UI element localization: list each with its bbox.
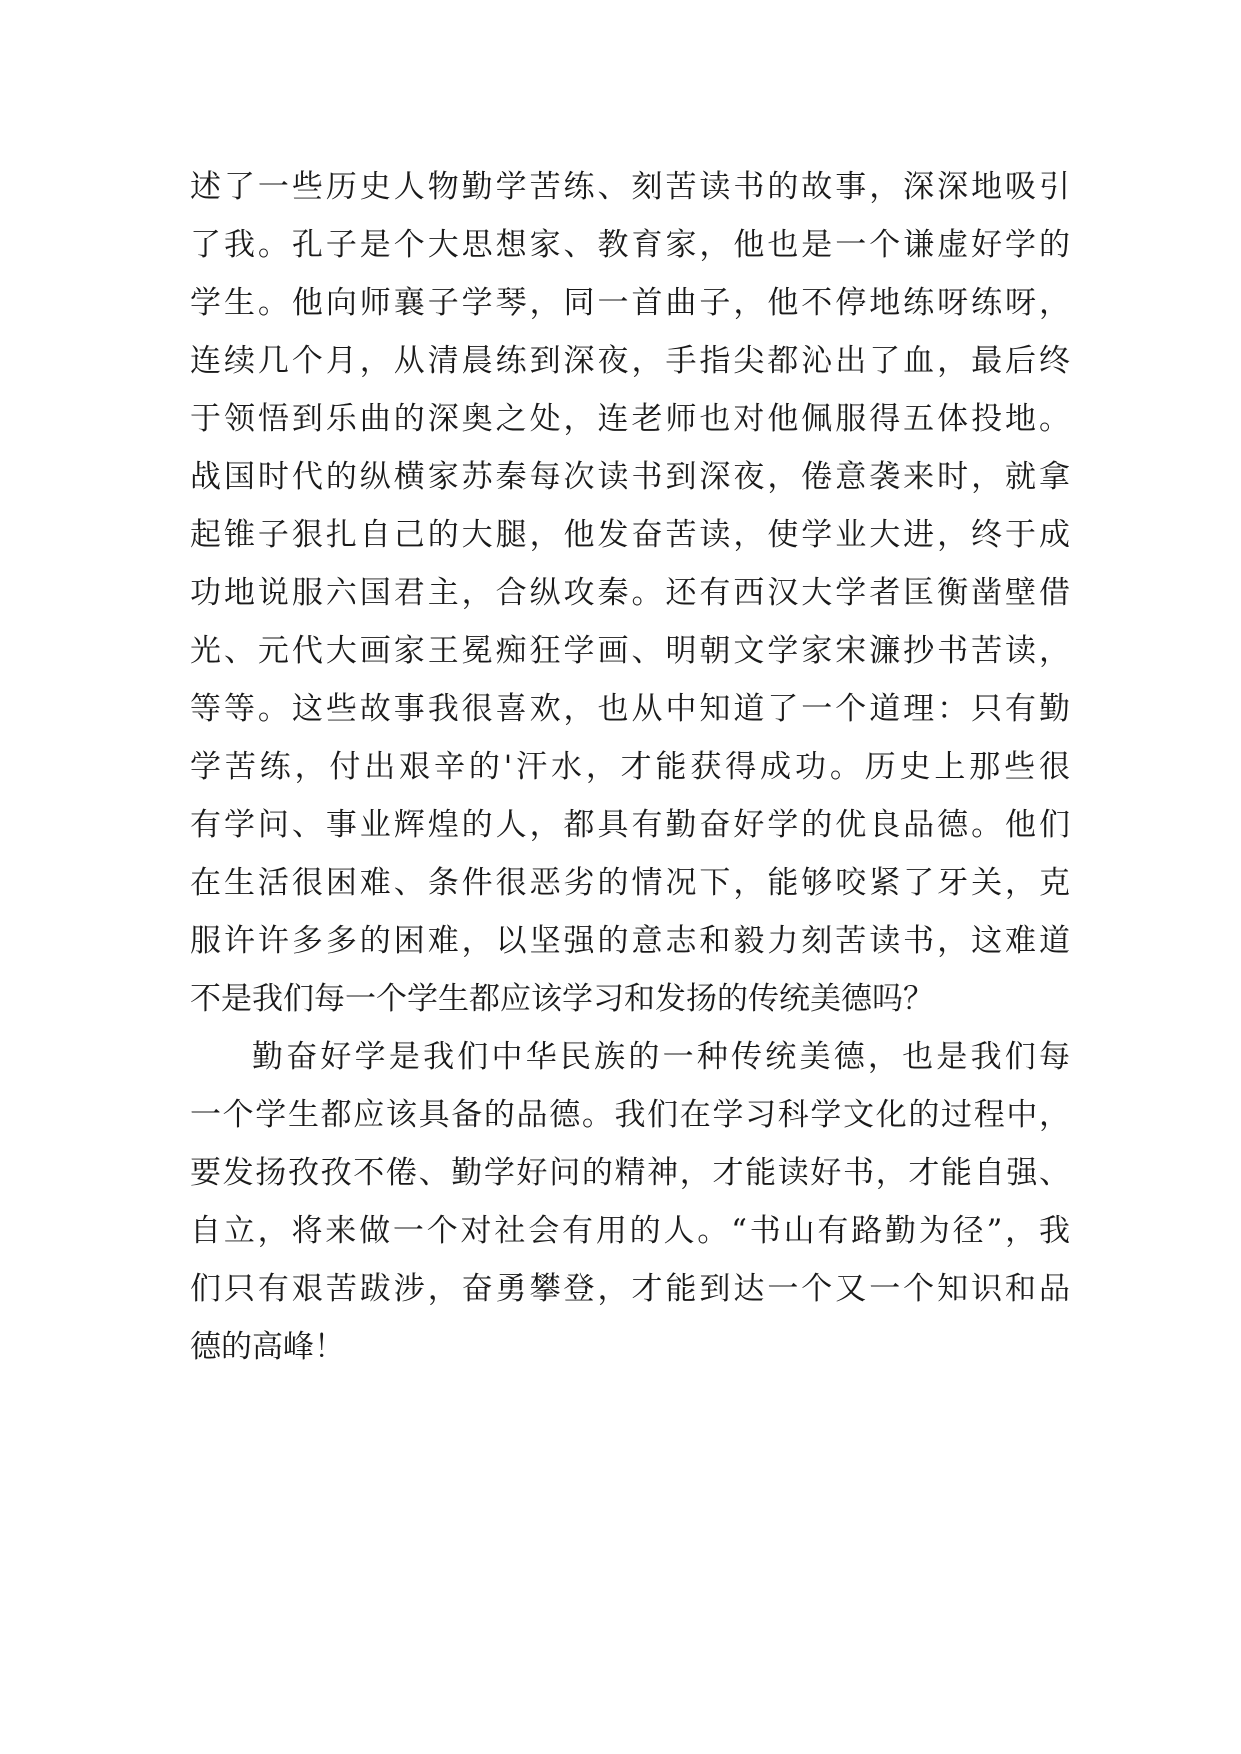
text-line: 要发扬孜孜不倦、勤学好问的精神，才能读好书，才能自强、 bbox=[190, 1155, 1070, 1191]
paragraph-1 bbox=[190, 158, 1070, 1028]
text-line: 于领悟到乐曲的深奥之处，连老师也对他佩服得五体投地。 bbox=[190, 401, 1070, 437]
text-line: 服许许多多的困难，以坚强的意志和毅力刻苦读书，这难道 bbox=[190, 923, 1070, 959]
text-line: 们只有艰苦跋涉，奋勇攀登，才能到达一个又一个知识和品 bbox=[190, 1271, 1070, 1307]
text-line: 学生。他向师襄子学琴，同一首曲子，他不停地练呀练呀， bbox=[190, 285, 1070, 321]
text-line: 了我。孔子是个大思想家、教育家，他也是一个谦虚好学的 bbox=[190, 227, 1070, 263]
text-line: 不是我们每一个学生都应该学习和发扬的传统美德吗？ bbox=[190, 981, 934, 1017]
text-line: 光、元代大画家王冕痴狂学画、明朝文学家宋濂抄书苦读， bbox=[190, 633, 1070, 669]
text-line: 连续几个月，从清晨练到深夜，手指尖都沁出了血，最后终 bbox=[190, 343, 1070, 379]
text-line: 战国时代的纵横家苏秦每次读书到深夜，倦意袭来时，就拿 bbox=[190, 459, 1070, 495]
text-line: 功地说服六国君主，合纵攻秦。还有西汉大学者匡衡凿壁借 bbox=[190, 575, 1070, 611]
text-line: 勤奋好学是我们中华民族的一种传统美德，也是我们每 bbox=[252, 1039, 1070, 1075]
paragraph-2 bbox=[190, 1028, 1070, 1376]
text-line: 有学问、事业辉煌的人，都具有勤奋好学的优良品德。他们 bbox=[190, 807, 1070, 843]
text-line: 德的高峰！ bbox=[190, 1329, 345, 1365]
text-line: 自立，将来做一个对社会有用的人。“书山有路勤为径”，我 bbox=[190, 1213, 1070, 1249]
text-line: 学苦练，付出艰辛的'汗水，才能获得成功。历史上那些很 bbox=[190, 749, 1070, 785]
text-line: 起锥子狠扎自己的大腿，他发奋苦读，使学业大进，终于成 bbox=[190, 517, 1070, 553]
text-line: 在生活很困难、条件很恶劣的情况下，能够咬紧了牙关，克 bbox=[190, 865, 1070, 901]
text-line: 述了一些历史人物勤学苦练、刻苦读书的故事，深深地吸引 bbox=[190, 169, 1070, 205]
body-text bbox=[190, 158, 1070, 1376]
text-line: 一个学生都应该具备的品德。我们在学习科学文化的过程中， bbox=[190, 1097, 1070, 1133]
text-line: 等等。这些故事我很喜欢，也从中知道了一个道理：只有勤 bbox=[190, 691, 1070, 727]
